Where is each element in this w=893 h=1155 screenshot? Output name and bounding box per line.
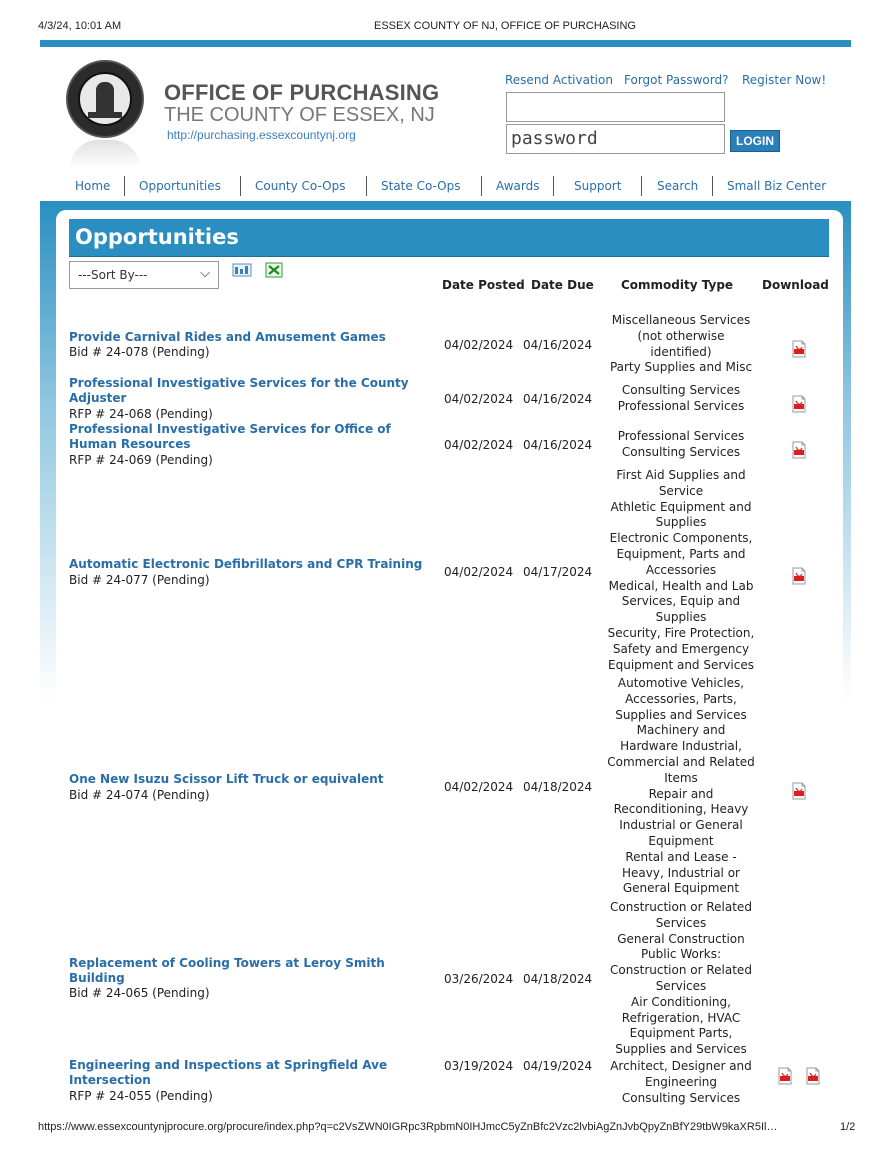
- commodity-line: Air Conditioning,: [631, 994, 731, 1009]
- nav-small-biz-center[interactable]: Small Biz Center: [727, 179, 827, 193]
- print-page-title: ESSEX COUNTY OF NJ, OFFICE OF PURCHASING: [374, 20, 636, 32]
- nav-awards[interactable]: Awards: [496, 179, 540, 193]
- commodity-cell: [598, 429, 764, 461]
- commodity-cell: [598, 900, 764, 1058]
- commodity-line: Services: [655, 978, 707, 993]
- excel-export-icon[interactable]: [264, 262, 284, 278]
- nav-separator: [124, 176, 125, 196]
- commodity-line: Security, Fire Protection,: [607, 625, 755, 640]
- nav-state-coops[interactable]: State Co-Ops: [381, 179, 461, 193]
- brand-url-link[interactable]: http://purchasing.essexcountynj.org: [167, 128, 356, 142]
- nav-county-coops[interactable]: County Co-Ops: [255, 179, 346, 193]
- date-posted-cell: 04/02/2024: [444, 338, 514, 352]
- commodity-line: Athletic Equipment and: [610, 499, 752, 514]
- nav-home[interactable]: Home: [75, 179, 111, 193]
- commodity-line: Hardware Industrial,: [620, 739, 742, 754]
- pdf-download-icon[interactable]: [777, 1067, 793, 1085]
- brand-subtitle: THE COUNTY OF ESSEX, NJ: [164, 104, 435, 126]
- opportunity-title-link[interactable]: Engineering and Inspections at Springfield Ave Intersection: [69, 1058, 388, 1087]
- commodity-cell: [598, 676, 764, 897]
- date-due-cell: 04/18/2024: [523, 972, 593, 986]
- date-posted-cell: 03/19/2024: [444, 1059, 514, 1073]
- commodity-line: Public Works:: [640, 947, 721, 962]
- commodity-line: Miscellaneous Services: [611, 313, 751, 327]
- commodity-line: Commercial and Related: [607, 754, 755, 769]
- nav-separator: [712, 176, 713, 196]
- commodity-line: First Aid Supplies and: [616, 468, 746, 482]
- commodity-line: Automotive Vehicles,: [617, 676, 745, 690]
- commodity-line: Party Supplies and Misc: [609, 360, 753, 375]
- commodity-line: Repair and: [648, 786, 714, 801]
- column-date-posted[interactable]: Date Posted: [442, 278, 525, 292]
- nav-separator: [641, 176, 642, 196]
- seal-reflection: [70, 140, 140, 168]
- commodity-cell: [598, 313, 764, 376]
- commodity-line: Supplies: [655, 515, 707, 530]
- commodity-line: Items: [664, 770, 698, 785]
- nav-separator: [481, 176, 482, 196]
- commodity-cell: [598, 1059, 764, 1106]
- commodity-line: Refrigeration, HVAC: [621, 1010, 741, 1025]
- commodity-line: Construction or Related: [610, 963, 752, 978]
- opportunity-bid-number: Bid # 24-078 (Pending): [69, 345, 210, 359]
- pdf-download-icon[interactable]: [791, 340, 807, 358]
- commodity-line: Consulting Services: [621, 444, 741, 459]
- commodity-line: Supplies and Services: [615, 1042, 747, 1057]
- commodity-line: (not otherwise: [637, 328, 725, 343]
- nav-separator: [553, 176, 554, 196]
- pdf-download-icon[interactable]: [791, 782, 807, 800]
- login-button[interactable]: LOGIN: [730, 130, 780, 152]
- commodity-line: Electronic Components,: [609, 531, 753, 546]
- opportunity-bid-number: Bid # 24-074 (Pending): [69, 788, 210, 802]
- sort-select[interactable]: [69, 261, 219, 289]
- commodity-line: Heavy, Industrial or: [622, 865, 740, 880]
- commodity-cell: [598, 468, 764, 673]
- date-due-cell: 04/16/2024: [523, 392, 593, 406]
- opportunity-title-link[interactable]: Provide Carnival Rides and Amusement Games: [69, 330, 386, 344]
- column-commodity-type[interactable]: Commodity Type: [621, 278, 734, 292]
- commodity-line: Supplies and Services: [615, 707, 747, 722]
- username-input[interactable]: [506, 92, 725, 122]
- date-posted-cell: 04/02/2024: [444, 392, 514, 406]
- opportunity-title-link[interactable]: Professional Investigative Services for the County Adjuster: [69, 376, 409, 405]
- sort-select-value: ---Sort By---: [78, 268, 148, 282]
- date-due-cell: 04/16/2024: [523, 438, 593, 452]
- commodity-line: Accessories: [645, 562, 717, 577]
- date-posted-cell: 04/02/2024: [444, 565, 514, 579]
- chevron-down-icon: ⌵: [200, 266, 210, 281]
- column-download: Download: [762, 278, 829, 292]
- nav-separator: [240, 176, 241, 196]
- commodity-line: General Construction: [617, 931, 745, 946]
- pdf-download-icon[interactable]: [791, 441, 807, 459]
- commodity-line: General Equipment: [622, 881, 740, 896]
- commodity-line: Service: [658, 483, 704, 498]
- commodity-line: Medical, Health and Lab: [608, 578, 754, 593]
- nav-support[interactable]: Support: [574, 179, 622, 193]
- forgot-password-link[interactable]: Forgot Password?: [624, 73, 729, 87]
- resend-activation-link[interactable]: Resend Activation: [505, 73, 613, 87]
- commodity-line: Construction or Related: [610, 900, 752, 914]
- main-nav: [60, 176, 850, 196]
- print-datetime: 4/3/24, 10:01 AM: [38, 20, 122, 32]
- column-date-due[interactable]: Date Due: [531, 278, 594, 292]
- opportunities-header: [69, 219, 829, 257]
- opportunity-title-link[interactable]: Professional Investigative Services for Office of Human Resources: [69, 422, 391, 451]
- commodity-line: Safety and Emergency: [612, 641, 750, 656]
- commodity-cell: [598, 383, 764, 415]
- commodity-line: Supplies: [655, 610, 707, 625]
- nav-separator: [366, 176, 367, 196]
- password-input[interactable]: password: [506, 124, 725, 154]
- opportunity-title-link[interactable]: Replacement of Cooling Towers at Leroy Smith Building: [69, 956, 385, 985]
- page-title: Opportunities: [75, 225, 239, 249]
- commodity-line: Equipment Parts,: [629, 1026, 733, 1041]
- print-header: [38, 20, 858, 34]
- pdf-download-icon[interactable]: [791, 567, 807, 585]
- opportunity-bid-number: Bid # 24-077 (Pending): [69, 573, 210, 587]
- commodity-line: Services: [655, 915, 707, 930]
- commodity-line: Equipment, Parts and: [616, 546, 746, 561]
- commodity-line: Equipment and Services: [608, 657, 754, 672]
- commodity-line: Consulting Services: [621, 1090, 741, 1105]
- date-due-cell: 04/18/2024: [523, 780, 593, 794]
- commodity-line: identified): [650, 344, 712, 359]
- opportunity-title-link[interactable]: One New Isuzu Scissor Lift Truck or equivalent: [69, 772, 384, 786]
- register-link[interactable]: Register Now!: [742, 73, 827, 87]
- commodity-line: Services, Equip and: [621, 594, 741, 609]
- pdf-download-icon[interactable]: [791, 395, 807, 413]
- commodity-line: Equipment: [648, 833, 714, 848]
- commodity-line: Consulting Services: [621, 383, 741, 397]
- commodity-line: Industrial or General: [619, 818, 743, 833]
- commodity-line: Professional Services: [617, 429, 745, 443]
- print-page-number: 1/2: [840, 1121, 856, 1133]
- commodity-line: Machinery and: [636, 723, 726, 738]
- nav-opportunities[interactable]: Opportunities: [139, 179, 221, 193]
- pdf-download-icon[interactable]: [805, 1067, 821, 1085]
- top-accent-bar: [40, 40, 851, 47]
- commodity-line: Engineering: [645, 1074, 717, 1089]
- opportunity-bid-number: RFP # 24-068 (Pending): [69, 407, 213, 421]
- commodity-line: Reconditioning, Heavy: [613, 802, 749, 817]
- nav-search[interactable]: Search: [657, 179, 699, 193]
- date-due-cell: 04/19/2024: [523, 1059, 593, 1073]
- commodity-line: Accessories, Parts,: [625, 691, 737, 706]
- print-url: https://www.essexcountynjprocure.org/procure/index.php?q=c2VsZWN0IGRpc3RpbmN0IHJmcC5yZnBfc2Vzc2lvbiAgZnJvbQpyZnBfY29tbW9kaXR5Il…: [38, 1121, 778, 1133]
- opportunity-title-link[interactable]: Automatic Electronic Defibrillators and CPR Training: [69, 557, 423, 571]
- date-due-cell: 04/16/2024: [523, 338, 593, 352]
- commodity-line: Professional Services: [617, 398, 745, 413]
- grid-view-icon[interactable]: [232, 262, 252, 278]
- commodity-line: Architect, Designer and: [610, 1059, 752, 1073]
- brand-title: OFFICE OF PURCHASING: [164, 80, 440, 105]
- opportunity-bid-number: RFP # 24-069 (Pending): [69, 453, 213, 467]
- date-posted-cell: 04/02/2024: [444, 438, 514, 452]
- date-posted-cell: 03/26/2024: [444, 972, 514, 986]
- date-due-cell: 04/17/2024: [523, 565, 593, 579]
- county-seal-icon: [66, 60, 144, 138]
- commodity-line: Rental and Lease -: [625, 849, 737, 864]
- date-posted-cell: 04/02/2024: [444, 780, 514, 794]
- print-footer: [38, 1121, 858, 1135]
- opportunity-bid-number: RFP # 24-055 (Pending): [69, 1089, 213, 1103]
- opportunity-bid-number: Bid # 24-065 (Pending): [69, 986, 210, 1000]
